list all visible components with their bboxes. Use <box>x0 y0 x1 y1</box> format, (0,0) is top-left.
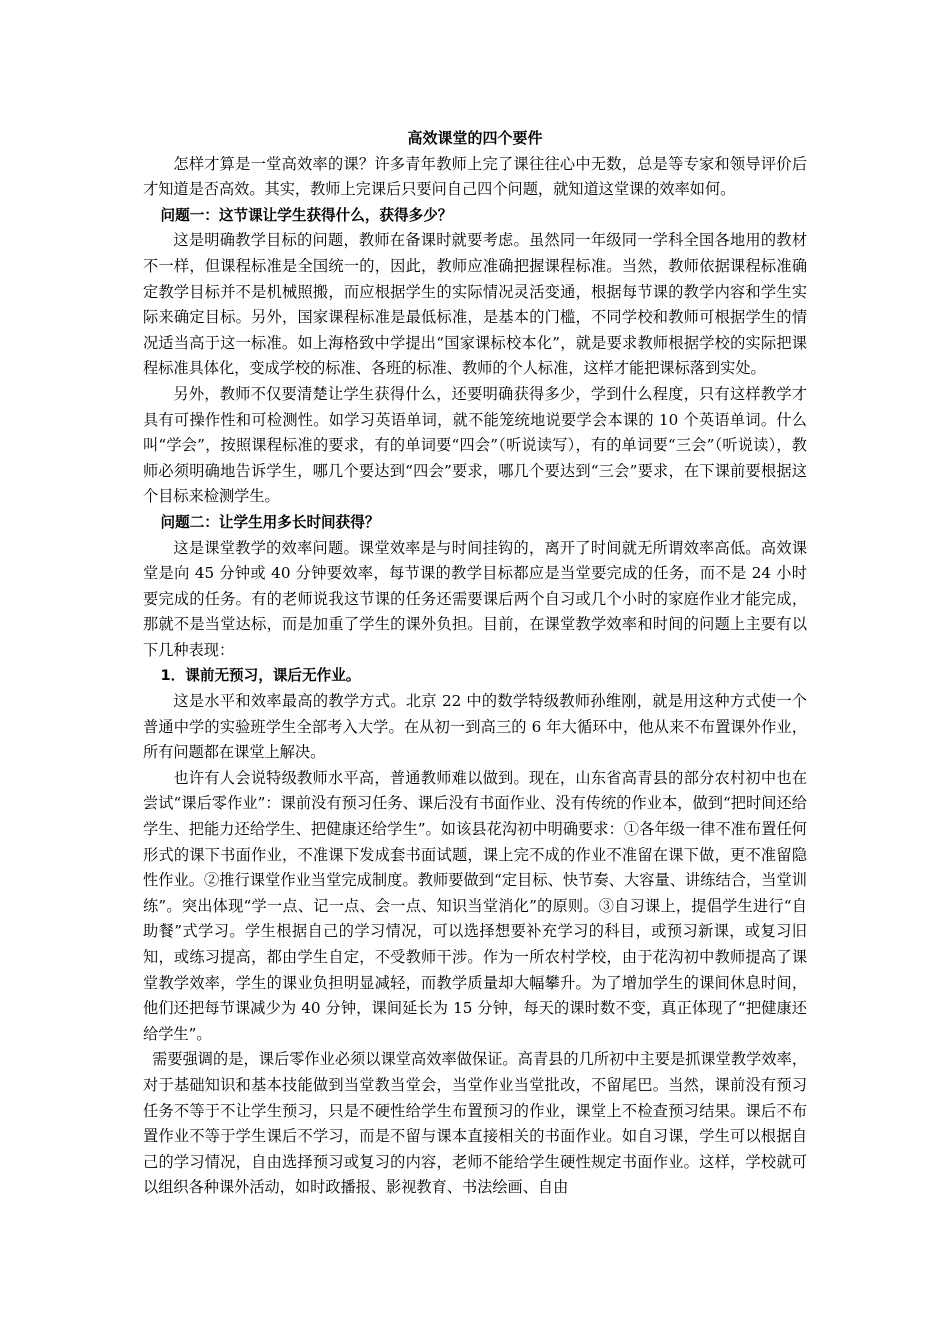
item-one-heading: 1．课前无预习，课后无作业。 <box>160 667 361 685</box>
question-one-heading: 问题一：这节课让学生获得什么，获得多少？ <box>160 206 453 224</box>
question-two-paragraph-1: 这是课堂教学的效率问题。课堂效率是与时间挂钩的，离开了时间就无所谓效率高低。高效课堂是向 45 分钟或 40 分钟要效率，每节课的教学目标都应是当堂要完成的任务，而不是 24 小时要完成的任务。有的老师说我这节课的任务还需要课后两个自习或几个小时的家庭作业才能完成，那就不是当堂达标，而是加重了学生的课外负担。目前，在课堂教学效率和时间的问题上主要有以下几种表现： <box>143 538 807 659</box>
document-title: 高效课堂的四个要件 <box>407 129 543 147</box>
document-page <box>143 126 807 1201</box>
item-one-paragraph-3: 需要强调的是，课后零作业必须以课堂高效率做保证。高青县的几所初中主要是抓课堂教学效率，对于基础知识和基本技能做到当堂教当堂会，当堂作业当堂批改，不留尾巴。当然，课前没有预习任务不等于不让学生预习，只是不硬性给学生布置预习的作业，课堂上不检查预习结果。课后不布置作业不等于学生课后不学习，而是不留与课本直接相关的书面作业。如自习课，学生可以根据自己的学习情况，自由选择预习或复习的内容，老师不能给学生硬性规定书面作业。这样，学校就可以组织各种课外活动，如时政播报、影视教育、书法绘画、自由 <box>143 1050 807 1197</box>
item-one-paragraph-2: 也许有人会说特级教师水平高，普通教师难以做到。现在，山东省高青县的部分农村初中也在尝试“课后零作业”：课前没有预习任务、课后没有书面作业、没有传统的作业本，做到“把时间还给学生、把能力还给学生、把健康还给学生”。如该县花沟初中明确要求：①各年级一律不准布置任何形式的课下书面作业，不准课下发成套书面试题，课上完不成的作业不准留在课下做，更不准留隐性作业。②推行课堂作业当堂完成制度。教师要做到“定目标、快节奏、大容量、讲练结合，当堂训练”。突出体现“学一点、记一点、会一点、知识当堂消化”的原则。③自习课上，提倡学生进行“自助餐”式学习。学生根据自己的学习情况，可以选择想要补充学习的科目，或预习新课，或复习旧知，或练习提高，都由学生自定，不受教师干涉。作为一所农村学校，由于花沟初中教师提高了课堂教学效率，学生的课业负担明显减轻，而教学质量却大幅攀升。为了增加学生的课间休息时间，他们还把每节课减少为 40 分钟，课间延长为 15 分钟，每天的课时数不变，真正体现了“把健康还给学生”。 <box>143 768 807 1043</box>
question-one-paragraph-1: 这是明确教学目标的问题，教师在备课时就要考虑。虽然同一年级同一学科全国各地用的教材不一样，但课程标准是全国统一的，因此，教师应准确把握课程标准。当然，教师依据课程标准确定教学目标并不是机械照搬，而应根据学生的实际情况灵活变通，根据每节课的教学内容和学生实际来确定目标。另外，国家课程标准是最低标准，是基本的门槛，不同学校和教师可根据学生的情况适当高于这一标准。如上海格致中学提出“国家课标校本化”，就是要求教师根据学校的实际把课程标准具体化，变成学校的标准、各班的标准、教师的个人标准，这样才能把课标落到实处。 <box>143 231 807 378</box>
question-two-heading: 问题二：让学生用多长时间获得？ <box>160 513 380 531</box>
question-one-paragraph-2: 另外，教师不仅要清楚让学生获得什么，还要明确获得多少，学到什么程度，只有这样教学才具有可操作性和可检测性。如学习英语单词，就不能笼统地说要学会本课的 10 个英语单词。什么叫“学会”，按照课程标准的要求，有的单词要“四会”（听说读写），有的单词要“三会”（听说读），教师必须明确地告诉学生，哪几个要达到“四会”要求，哪几个要达到“三会”要求，在下课前要根据这个目标来检测学生。 <box>143 384 807 506</box>
item-one-paragraph-1: 这是水平和效率最高的教学方式。北京 22 中的数学特级教师孙维刚，就是用这种方式使一个普通中学的实验班学生全部考入大学。在从初一到高三的 6 年大循环中，他从来不布置课外作业，所有问题都在课堂上解决。 <box>143 692 807 762</box>
intro-paragraph: 怎样才算是一堂高效率的课？许多青年教师上完了课往往心中无数，总是等专家和领导评价后才知道是否高效。其实，教师上完课后只要问自己四个问题，就知道这堂课的效率如何。 <box>143 154 807 199</box>
